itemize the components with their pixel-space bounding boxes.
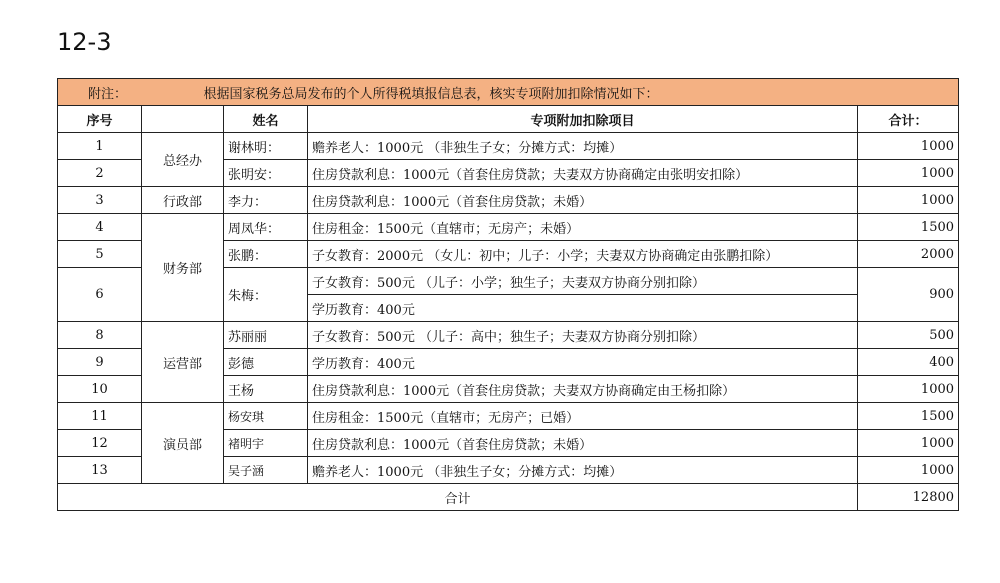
name-cell: 朱梅：	[224, 268, 308, 322]
total-cell: 400	[858, 349, 959, 376]
dept-cell: 行政部	[142, 187, 224, 214]
item-cell: 学历教育：400元	[308, 295, 858, 322]
name-cell: 张鹏：	[224, 241, 308, 268]
total-cell: 1000	[858, 133, 959, 160]
table-row	[58, 187, 959, 214]
total-cell: 900	[858, 268, 959, 322]
seq-cell: 2	[58, 160, 142, 187]
note-label: 附注：	[58, 79, 142, 106]
total-cell: 500	[858, 322, 959, 349]
name-cell: 吴子涵	[224, 457, 308, 484]
seq-cell: 12	[58, 430, 142, 457]
total-cell: 1500	[858, 403, 959, 430]
deduction-table	[57, 78, 959, 511]
header-dept	[142, 106, 224, 133]
dept-cell: 财务部	[142, 214, 224, 322]
dept-cell: 运营部	[142, 322, 224, 403]
seq-cell: 1	[58, 133, 142, 160]
name-cell: 杨安琪	[224, 403, 308, 430]
note-text: 根据国家税务总局发布的个人所得税填报信息表，核实专项附加扣除情况如下：	[142, 79, 959, 106]
header-total: 合计：	[858, 106, 959, 133]
name-cell: 周凤华：	[224, 214, 308, 241]
total-cell: 1500	[858, 214, 959, 241]
total-cell: 2000	[858, 241, 959, 268]
item-cell: 子女教育：500元 （儿子：高中；独生子；夫妻双方协商分别扣除）	[308, 322, 858, 349]
table-row	[58, 133, 959, 160]
seq-cell: 8	[58, 322, 142, 349]
table-row	[58, 214, 959, 241]
item-cell: 赡养老人：1000元 （非独生子女；分摊方式：均摊）	[308, 133, 858, 160]
table-row	[58, 322, 959, 349]
name-cell: 王杨	[224, 376, 308, 403]
seq-cell: 3	[58, 187, 142, 214]
total-cell: 1000	[858, 187, 959, 214]
seq-cell: 10	[58, 376, 142, 403]
name-cell: 李力：	[224, 187, 308, 214]
name-cell: 谢林明：	[224, 133, 308, 160]
seq-cell: 6	[58, 268, 142, 322]
item-cell: 住房租金：1500元（直辖市；无房产；已婚）	[308, 403, 858, 430]
header-seq: 序号	[58, 106, 142, 133]
dept-cell: 演员部	[142, 403, 224, 484]
item-cell: 子女教育：500元 （儿子：小学；独生子；夫妻双方协商分别扣除）	[308, 268, 858, 295]
item-cell: 学历教育：400元	[308, 349, 858, 376]
name-cell: 褚明宇	[224, 430, 308, 457]
item-cell: 住房贷款利息：1000元（首套住房贷款；未婚）	[308, 187, 858, 214]
seq-cell: 11	[58, 403, 142, 430]
slide-title: 12-3	[57, 28, 112, 56]
item-cell: 住房贷款利息：1000元（首套住房贷款；夫妻双方协商确定由张明安扣除）	[308, 160, 858, 187]
header-row	[58, 106, 959, 133]
dept-cell: 总经办	[142, 133, 224, 187]
item-cell: 住房贷款利息：1000元（首套住房贷款；未婚）	[308, 430, 858, 457]
seq-cell: 4	[58, 214, 142, 241]
name-cell: 彭德	[224, 349, 308, 376]
item-cell: 子女教育：2000元 （女儿：初中；儿子：小学；夫妻双方协商确定由张鹏扣除）	[308, 241, 858, 268]
seq-cell: 9	[58, 349, 142, 376]
header-item: 专项附加扣除项目	[308, 106, 858, 133]
total-row	[58, 484, 959, 511]
table-row	[58, 403, 959, 430]
name-cell: 张明安：	[224, 160, 308, 187]
item-cell: 住房租金：1500元（直辖市；无房产；未婚）	[308, 214, 858, 241]
grand-total-label: 合计	[58, 484, 858, 511]
item-cell: 赡养老人：1000元 （非独生子女；分摊方式：均摊）	[308, 457, 858, 484]
seq-cell: 13	[58, 457, 142, 484]
total-cell: 1000	[858, 376, 959, 403]
header-name: 姓名	[224, 106, 308, 133]
name-cell: 苏丽丽	[224, 322, 308, 349]
note-row	[58, 79, 959, 106]
item-cell: 住房贷款利息：1000元（首套住房贷款；夫妻双方协商确定由王杨扣除）	[308, 376, 858, 403]
total-cell: 1000	[858, 160, 959, 187]
total-cell: 1000	[858, 430, 959, 457]
total-cell: 1000	[858, 457, 959, 484]
grand-total-value: 12800	[858, 484, 959, 511]
seq-cell: 5	[58, 241, 142, 268]
